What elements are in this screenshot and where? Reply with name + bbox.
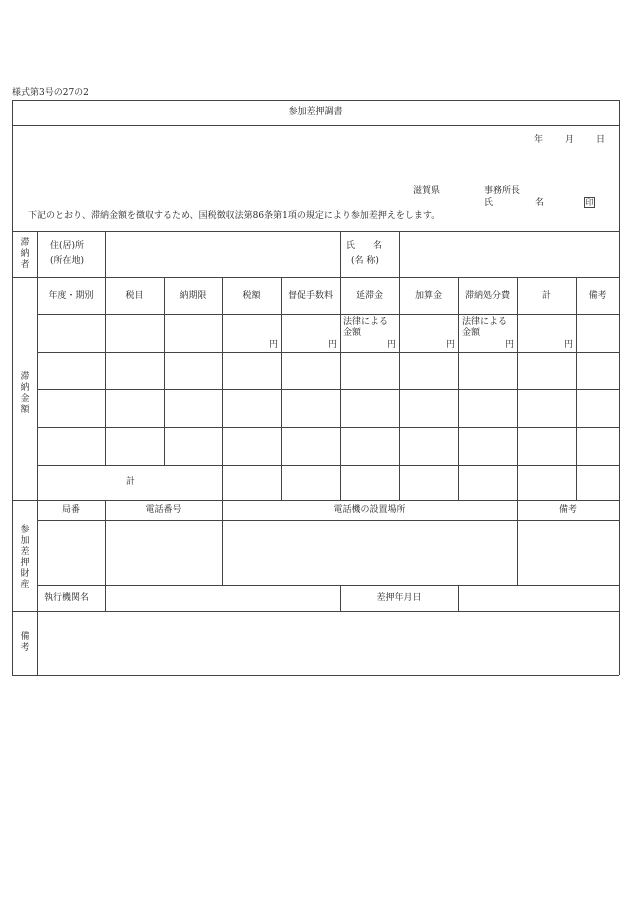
issuer-office-head: 事務所長 [484, 186, 521, 196]
address-label-2: (所在地) [50, 256, 85, 266]
remarks-section-label: 備考 [20, 632, 30, 653]
header-phone-number: 電話番号 [145, 505, 182, 515]
delinquent-section-label: 滞納者 [20, 238, 30, 270]
statement-text: 下記のとおり、滞納金額を徴収するため、国税徴収法第86条第1項の規定により参加差押えをします。 [28, 211, 441, 221]
legal-note-2-delinquency: 金額 [343, 328, 362, 338]
header-disposition-cost: 滞納処分費 [464, 291, 510, 301]
issuer-prefecture: 滋賀県 [413, 186, 441, 196]
issuer-name-label-1: 氏 [484, 198, 494, 208]
seal-mark: 印 [585, 198, 594, 207]
date-year-label: 年 [534, 135, 544, 145]
yen-unit-additional: 円 [445, 340, 455, 350]
name-label-1: 氏 名 [346, 241, 383, 251]
yen-unit-disposition: 円 [504, 340, 514, 350]
form-number: 様式第3号の27の2 [12, 88, 89, 98]
header-reminder-fee: 督促手数料 [287, 291, 333, 301]
legal-note-2-disposition: 金額 [462, 328, 481, 338]
amount-section-label: 滞納金額 [20, 372, 30, 415]
yen-unit-total: 円 [563, 340, 573, 350]
form-title: 参加差押調書 [288, 107, 343, 117]
header-total: 計 [541, 291, 551, 301]
date-month-label: 月 [565, 135, 575, 145]
amount-total-label: 計 [126, 477, 136, 487]
header-due-date: 納期限 [179, 291, 207, 301]
header-property-remarks: 備考 [558, 505, 577, 515]
address-label-1: 住(居)所 [50, 241, 85, 251]
header-additional-tax: 加算金 [414, 291, 442, 301]
executing-agency-label: 執行機関名 [44, 593, 90, 603]
header-remarks: 備考 [588, 291, 607, 301]
yen-unit-reminder: 円 [327, 340, 337, 350]
legal-note-1-disposition: 法律による [462, 317, 508, 327]
header-tax-item: 税目 [125, 291, 144, 301]
header-fiscal-period: 年度・期別 [48, 291, 94, 301]
issuer-name-label-2: 名 [535, 198, 545, 208]
property-section-label: 参加差押財産 [20, 525, 30, 590]
yen-unit-tax: 円 [268, 340, 278, 350]
header-office-code: 局番 [61, 505, 80, 515]
legal-note-1-delinquency: 法律による [343, 317, 389, 327]
date-day-label: 日 [596, 135, 606, 145]
yen-unit-delinquency: 円 [386, 340, 396, 350]
header-phone-location: 電話機の設置場所 [333, 505, 406, 515]
name-label-2: (名 称) [351, 256, 379, 266]
seizure-date-label: 差押年月日 [376, 593, 422, 603]
header-delinquency-charge: 延滞金 [355, 291, 383, 301]
header-tax-amount: 税額 [242, 291, 261, 301]
